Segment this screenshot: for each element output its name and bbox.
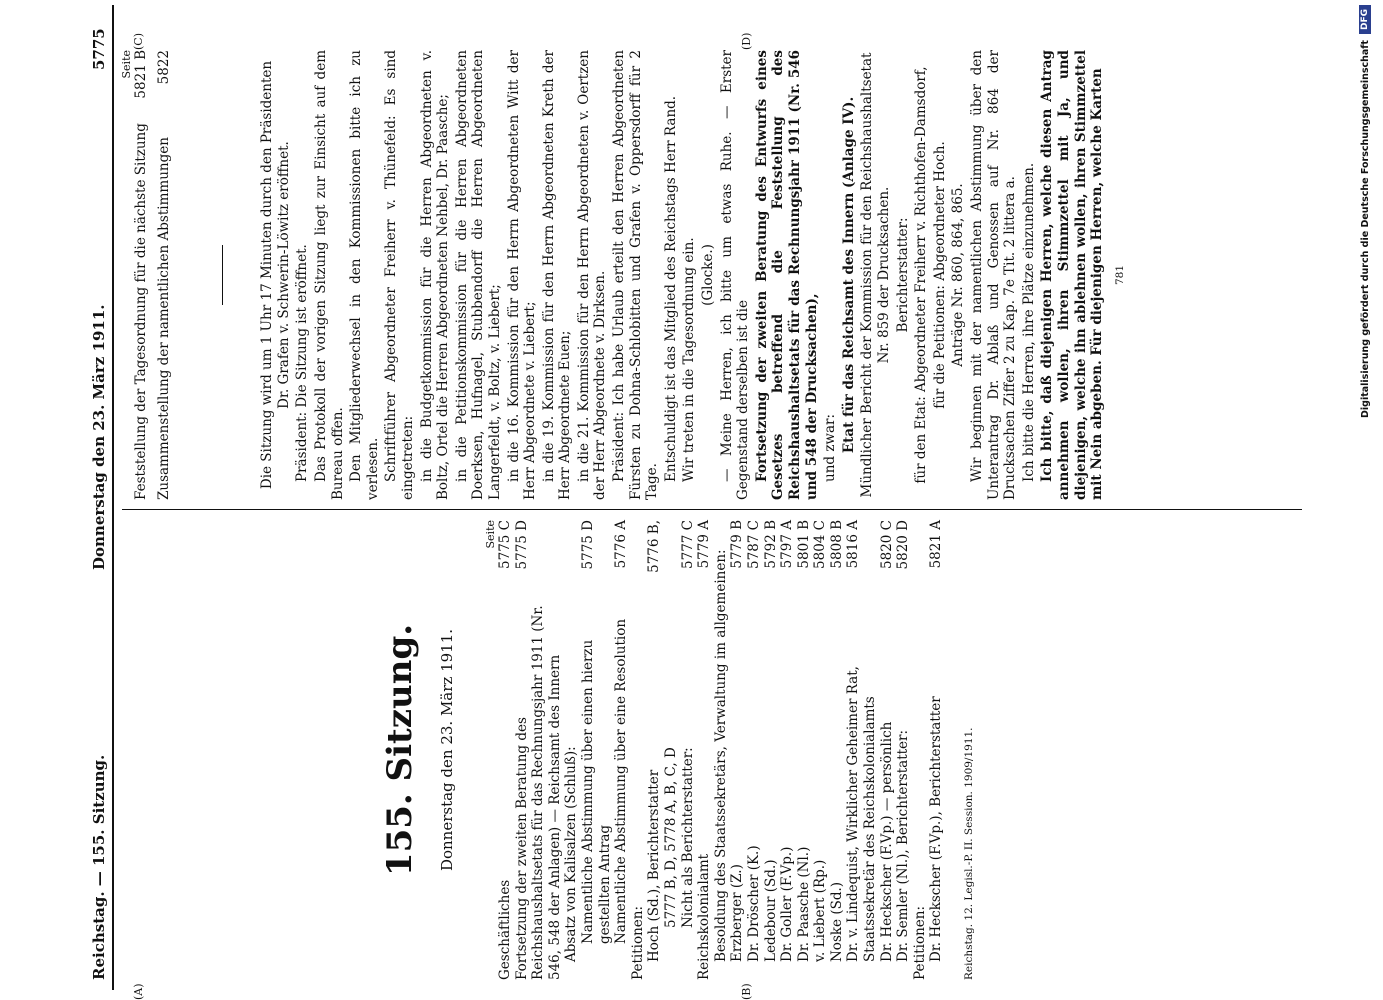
dfg-logo: DFG <box>1359 5 1371 34</box>
body-paragraph: — Meine Herren, ich bitte um etwas Ruhe. — Erster Gegenstand derselben ist die <box>718 50 752 500</box>
toc-entry <box>928 520 945 980</box>
toc-entry <box>796 520 813 980</box>
body-paragraph: Das Protokoll der vorigen Sitzung liegt zur Einsicht auf dem Bureau offen. <box>312 50 346 500</box>
toc-entry <box>696 520 713 980</box>
toc-entry-page: 5787 C <box>745 520 762 569</box>
toc-entry-text: Dr. Paasche (Nl.) <box>795 846 812 962</box>
toc-entry-page: 5804 C <box>812 520 829 569</box>
toc-entry-page: 5775 D <box>579 520 596 570</box>
toc-entry-text: Erzberger (Z.) <box>729 864 746 962</box>
toc-entry <box>879 520 896 980</box>
toc-entry-text: Besoldung des Staatssekretärs, Verwaltung im allgemeinen: <box>712 549 729 962</box>
body-paragraph: Anträge Nr. 860, 864, 865. <box>950 183 967 367</box>
body-paragraph: Berichterstatter: <box>894 217 911 333</box>
toc-entry-page: 5777 C <box>679 520 696 569</box>
toc-entry-page: 5797 A <box>779 520 796 569</box>
body-paragraph: in die 19. Kommission für den Herrn Abgeordneten Kreth der Herr Abgeordnete Euen; <box>540 50 574 500</box>
body-paragraph: Die Sitzung wird um 1 Uhr 17 Minuten durch den Präsidenten Dr. Grafen v. Schwerin-Löwitz eröffnet. <box>259 60 292 490</box>
toc-entry-text: Nicht als Berichterstatter: <box>679 747 696 928</box>
toc-entry-page: 5820 C <box>878 520 895 569</box>
body-paragraph: Etat für das Reichsamt des Innern (Anlage IV). <box>840 96 857 454</box>
digitization-sidebar <box>1355 5 1381 995</box>
body-paragraph: Mündlicher Bericht der Kommission für den Reichshaushaltsetat Nr. 859 der Drucksachen. <box>859 52 892 498</box>
toc-entry-text: Noske (Sd.) <box>828 881 845 962</box>
short-rule <box>222 245 223 305</box>
toc-right-entry <box>133 50 150 500</box>
body-paragraph: Den Mitgliederwechsel in den Kommissionen bitte ich zu verlesen. <box>348 50 381 500</box>
body-paragraph: Ich bitte die Herren, ihre Plätze einzunehmen. <box>1020 162 1037 482</box>
body-paragraph: Schriftführer Abgeordneter Freiherr v. Thünefeld: Es sind eingetreten: <box>383 50 416 500</box>
toc-entry <box>895 520 912 980</box>
right-column <box>120 50 1330 500</box>
toc-entry <box>713 520 730 980</box>
body-paragraph: in die Petitionskommission für die Herren Abgeordneten Doerksen, Hufnagel, Stubbendorff die Herren Abgeordneten Langerfeldt, v. Boltz, v. Liebert; <box>453 50 503 500</box>
toc-right-entry-text: Zusammenstellung der namentlichen Abstimmungen <box>155 137 172 500</box>
body-paragraph: Präsident: Ich habe Urlaub erteilt den Herren Abgeordneten Fürsten zu Dohna-Schlobitten und Grafen v. Oppersdorff für 2 Tage. <box>611 50 661 500</box>
toc-entry-page: 5776 A <box>613 520 630 569</box>
toc-entry <box>845 520 878 980</box>
toc-entry-text: Petitionen: <box>629 905 646 980</box>
table-of-contents <box>497 520 945 980</box>
toc-entry-page: 5776 B, <box>646 520 663 573</box>
left-column <box>120 520 1330 980</box>
toc-right-entry <box>156 50 173 500</box>
toc-entry <box>746 520 763 980</box>
session-date: Donnerstag den 23. März 1911. <box>438 628 456 872</box>
body-paragraph: für den Etat: Abgeordneter Freiherr v. Richthofen-Damsdorf, <box>913 66 930 484</box>
column-divider <box>122 509 1302 510</box>
toc-entry-text: Dr. v. Lindequist, Wirklicher Geheimer Rat, Staatssekretär des Reichskolonialamts <box>845 666 879 962</box>
running-header-date: Donnerstag den 23. März 1911. <box>90 304 108 570</box>
toc-entry-text: Fortsetzung der zweiten Beratung des Reichshaushaltsetats für das Rechnungsjahr 1911 (Nr. 546, 548 der Anlagen) — Reichsamt des Innern <box>513 605 563 980</box>
toc-entry-text: Dr. Heckscher (F.Vp.), Berichterstatter <box>928 696 945 962</box>
session-title: 155. Sitzung. <box>380 623 420 877</box>
body-paragraph: (Glocke.) <box>700 244 717 306</box>
body-paragraph: in die Budgetkommission für die Herren Abgeordneten v. Boltz, Ortel die Herren Abgeordneten Nehbel, Dr. Paasche; <box>418 50 452 500</box>
toc-entry <box>497 520 514 980</box>
toc-right-entry-page: 5821 B <box>133 50 149 99</box>
toc-entry <box>646 520 663 980</box>
body-paragraph: Präsident: Die Sitzung ist eröffnet. <box>294 244 311 482</box>
session-body-text <box>259 50 1106 500</box>
toc-entry-page: 5779 A <box>696 520 713 569</box>
table-of-contents-right <box>133 50 172 500</box>
margin-mark-d: (D) <box>740 32 753 50</box>
toc-entry-page: 5775 D <box>513 520 530 570</box>
toc-entry <box>514 520 564 980</box>
body-paragraph: Entschuldigt ist das Mitglied des Reichstags Herr Rand. <box>662 95 679 482</box>
footer-number: 781 <box>1113 264 1126 286</box>
toc-entry <box>563 520 580 980</box>
toc-entry-page: 5792 B <box>762 520 779 569</box>
margin-mark-c: (C) <box>132 33 145 50</box>
toc-entry-page: 5821 A <box>928 520 945 569</box>
toc-entry-text: v. Liebert (Rp.) <box>812 859 829 962</box>
toc-right-entry-page: 5822 <box>155 50 172 85</box>
body-paragraph: für die Petitionen: Abgeordneter Hoch. <box>931 141 948 409</box>
toc-entry-text: Geschäftliches <box>497 879 513 980</box>
footer-left: Reichstag. 12. Legisl.-P. II. Session. 1909/1911. <box>963 727 976 980</box>
toc-right-entry-text: Feststellung der Tagesordnung für die nächste Sitzung <box>133 123 149 500</box>
toc-entry-text: Absatz von Kalisalzen (Schluß): <box>563 746 580 962</box>
toc-entry-text: Dr. Dröscher (K.) <box>745 845 762 962</box>
toc-entry-text: Dr. Semler (Nl.), Berichterstatter: <box>895 729 912 962</box>
body-paragraph: Wir beginnen mit der namentlichen Abstimmung über den Unterantrag Dr. Ablaß und Genossen auf Nr. 864 der Drucksachen Ziffer 2 zu Kap. 7e Tit. 2 littera a. <box>968 50 1019 500</box>
seite-label-right: Seite <box>120 50 133 79</box>
toc-entry <box>663 520 680 980</box>
digitization-note: Digitalisierung gefördert durch die Deutsche Forschungsgemeinschaft <box>1359 40 1371 418</box>
body-paragraph: in die 21. Kommission für den Herrn Abgeordneten v. Oertzen der Herr Abgeordnete v. Dirksen. <box>575 50 609 500</box>
toc-entry <box>912 520 929 980</box>
toc-entry-page: 5820 D <box>895 520 912 570</box>
toc-entry-page: 5779 B <box>729 520 746 569</box>
toc-entry <box>729 520 746 980</box>
toc-entry-text: Dr. Heckscher (F.Vp.) — persönlich <box>878 721 895 962</box>
page-number: 5775 <box>90 28 108 70</box>
body-paragraph: Fortsetzung der zweiten Beratung des Entwurfs eines Gesetzes betreffend die Feststellung des Reichshaushaltsetats für das Rechnungsjahr 1911 (Nr. 546 und 548 der Drucksachen), <box>753 50 820 500</box>
toc-entry-page: 5801 B <box>795 520 812 569</box>
toc-entry <box>812 520 829 980</box>
toc-entry <box>779 520 796 980</box>
seite-label: Seite <box>484 520 497 549</box>
toc-entry-text: Namentliche Abstimmung über einen hierzu gestellten Antrag <box>579 639 613 944</box>
rotated-page <box>40 0 1340 1000</box>
toc-entry <box>613 520 630 980</box>
toc-entry-text: Ledebour (Sd.) <box>762 859 779 962</box>
toc-entry-text: 5777 B, D, 5778 A, B, C, D <box>662 747 679 928</box>
toc-entry-text: Hoch (Sd.), Berichterstatter <box>646 769 663 962</box>
toc-entry-text: Dr. Goller (F.Vp.) <box>779 846 796 962</box>
running-header-left: Reichstag. — 155. Sitzung. <box>90 754 108 980</box>
toc-entry-text: Namentliche Abstimmung über eine Resolution <box>613 618 630 944</box>
toc-entry-page: 5808 B <box>828 520 845 569</box>
toc-entry-page: 5775 C <box>497 520 513 569</box>
toc-entry-text: Petitionen: <box>911 905 928 980</box>
body-paragraph: Ich bitte, daß diejenigen Herren, welche diesen Antrag annehmen wollen, ihren Stimmzettel mit Ja, und diejenigen, welche ihn ablehnen wollen, ihren Stimmzettel mit Nein abgeben. Für diejenigen Herren, welche Karten <box>1039 50 1106 500</box>
margin-mark-b: (B) <box>740 983 753 1000</box>
body-paragraph: und zwar: <box>822 413 839 482</box>
toc-entry-page: 5816 A <box>845 520 862 569</box>
toc-entry <box>630 520 647 980</box>
toc-entry <box>580 520 613 980</box>
margin-mark-a: (A) <box>132 983 145 1000</box>
body-paragraph: Wir treten in die Tagesordnung ein. <box>681 237 698 482</box>
toc-entry <box>763 520 780 980</box>
toc-entry-text: Reichskolonialamt <box>696 853 713 980</box>
header-rule <box>112 5 114 990</box>
toc-entry <box>680 520 697 980</box>
toc-entry <box>829 520 846 980</box>
body-paragraph: in die 16. Kommission für den Herrn Abgeordneten Witt der Herr Abgeordnete v. Liebert; <box>505 50 539 500</box>
